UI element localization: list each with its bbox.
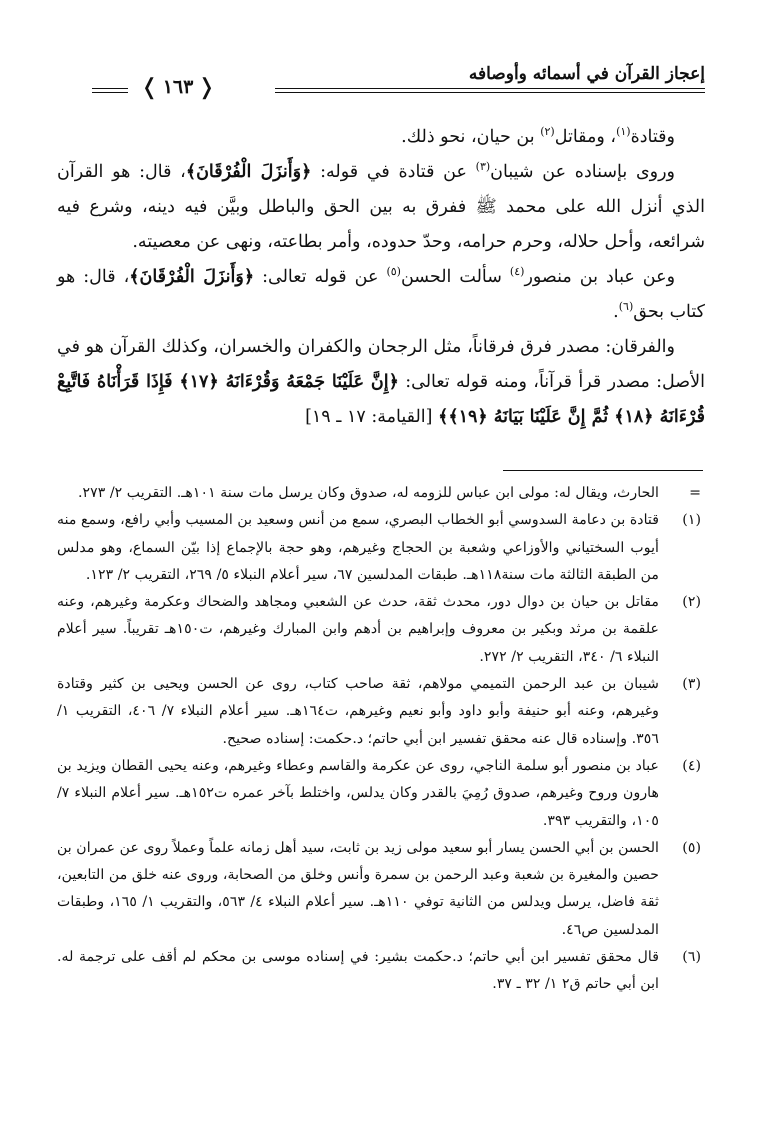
page-header (92, 58, 705, 102)
verse-reference: [القيامة: ١٧ ـ ١٩] (305, 407, 439, 427)
page-number-bracket-right-icon: ❬ (197, 74, 216, 100)
footnote-4 (57, 753, 705, 835)
main-text (57, 120, 705, 435)
footnote-text: عباد بن منصور أبو سلمة الناجي، روى عن عكرمة والقاسم وعطاء وغيرهم، وعنه يحيى القطان ويزيد بن هارون وروح وغيرهم، صدوق رُمِيَ بالقدر وكان يدلس، واختلط بآخر عمره ت١٥٢هـ. سير أعلام النبلاء ٧/ ١٠٥، والتقريب ٣٩٣. (57, 757, 659, 829)
footnote-ref-2[interactable]: (٢) (540, 125, 555, 139)
footnote-marker: = (689, 485, 701, 501)
footnote-continued (57, 480, 705, 507)
running-title: إعجاز القرآن في أسمائه وأوصافه (468, 64, 705, 84)
footnote-marker: (٦) (682, 949, 701, 966)
text-run: ، قال: هو القرآن الذي أنزل الله على محمد ﷺ ففرق به بين الحق والباطل وبيَّن فيه دينه، وشرع فيه شرائعه، وأحل حلاله، وحرم حرامه، وحدّ حدوده، وأمر بطاعته، ونهى عن معصيته. (57, 162, 705, 252)
footnote-marker: (١) (682, 512, 701, 529)
footnote-2 (57, 589, 705, 671)
footnote-ref-1[interactable]: (١) (616, 125, 631, 139)
footnote-ref-6[interactable]: (٦) (618, 300, 634, 314)
quran-verse: ﴿وَأَنزَلَ الْفُرْقَانَ﴾ (129, 267, 255, 287)
footnote-text: الحسن بن أبي الحسن يسار أبو سعيد مولى زيد بن ثابت، سيد أهل زمانه علماً وعملاً روى عن عمران بن حصين والمغيرة بن شعبة وعبد الرحمن بن سمرة وأنس وخلق من الصحابة، وروى عنه خلق من التابعين، ثقة فاضل، يرسل ويدلس من الثانية توفي ١١٠هـ. سير أعلام النبلاء ٤/ ٥٦٣، والتقريب ١/ ١٦٥، وطبقات المدلسين ص٤٦. (57, 839, 659, 938)
footnote-6 (57, 944, 705, 999)
header-rule (275, 88, 705, 93)
page-number-value: ١٦٣ (162, 76, 194, 98)
footnote-ref-4[interactable]: (٤) (509, 265, 525, 279)
footnote-ref-3[interactable]: (٣) (475, 160, 491, 174)
text-run: وروى بإسناده عن شيبان (490, 162, 675, 182)
footnote-text: قال محقق تفسير ابن أبي حاتم؛ د.حكمت بشير: في إسناده موسى بن محكم لم أقف على ترجمة له. ابن أبي حاتم ق٢ ١/ ٣٢ ـ ٣٧. (57, 949, 659, 993)
text-run: بن حيان، نحو ذلك. (401, 127, 541, 147)
footnote-text: الحارث، ويقال له: مولى ابن عباس للزومه له، صدوق وكان يرسل مات سنة ١٠١هـ. التقريب ٢/ ٢٧٣. (77, 485, 659, 501)
text-run: وقتادة (630, 127, 675, 147)
footnote-marker: (٥) (682, 839, 701, 856)
paragraph-4 (57, 330, 705, 435)
text-run: وعن عباد بن منصور (524, 267, 676, 287)
footnote-separator (503, 470, 703, 471)
footnote-5 (57, 835, 705, 944)
quran-verse: ﴿إِنَّ عَلَيْنَا جَمْعَهُ وَقُرْءَانَهُ ﴿١٧﴾ فَإِذَا قَرَأْنَاهُ فَاتَّبِعْ قُرْءَانَهُ ﴿١٨﴾ ثُمَّ إِنَّ عَلَيْنَا بَيَانَهُ ﴿١٩﴾﴾ (57, 372, 705, 427)
footnote-text: شيبان بن عبد الرحمن التميمي مولاهم، ثقة صاحب كتاب، روى عن الحسن ويحيى بن كثير وقتادة وغيرهم، وعنه أبو حنيفة وأبو داود وأبو نعيم وغيرهم، ت١٦٤هـ. سير أعلام النبلاء ٧/ ٤٠٦، التقريب ١/ ٣٥٦. وإسناده قال عنه محقق تفسير ابن أبي حاتم؛ د.حكمت: إسناده صحيح. (57, 676, 659, 747)
text-run: عن قتادة في قوله: (311, 162, 476, 182)
text-run: عن قوله تعالى: (254, 267, 387, 287)
page-number (132, 72, 224, 102)
footnote-3 (57, 671, 705, 753)
footnote-text: مقاتل بن حيان بن دوال دور، محدث ثقة، حدث عن الشعبي ومجاهد والضحاك وعكرمة وغيرهم، وعنه علقمة بن مرثد وبكير بن معروف وإبراهيم بن أدهم وابن المبارك وغيرهم، ت١٥٠هـ تقريباً. سير أعلام النبلاء ٦/ ٣٤٠، التقريب ٢/ ٢٧٢. (57, 594, 659, 665)
paragraph-2 (57, 155, 705, 260)
paragraph-3 (57, 260, 705, 330)
footnote-marker: (٣) (682, 676, 701, 693)
text-run: ، قال: هو كتاب بحق (57, 267, 705, 322)
header-rule-end (92, 88, 128, 93)
text-run: ، ومقاتل (554, 127, 617, 147)
footnote-text: قتادة بن دعامة السدوسي أبو الخطاب البصري، سمع من أنس وسعيد بن المسيب وأبي رافع، وسمع منه أيوب السختياني والأوزاعي وشعبة بن الحجاج وغيرهم، وهو حجة بالإجماع إذا بيّن السماع، وهو مدلس من الطبقة الثالثة مات سنة١١٨هـ. طبقات المدلسين ٦٧، سير أعلام النبلاء ٥/ ٢٦٩، التقريب ٢/ ١٢٣. (57, 512, 659, 583)
text-run: والفرقان: مصدر فرق فرقاناً، مثل الرجحان والكفران والخسران، وكذلك القرآن هو في الأصل: مصدر قرأ قرآناً، ومنه قوله تعالى: (57, 337, 705, 392)
footnote-1 (57, 507, 705, 589)
footnote-ref-5[interactable]: (٥) (386, 265, 401, 279)
text-run: . (613, 302, 619, 322)
quran-verse: ﴿وَأَنزَلَ الْفُرْقَانَ﴾ (185, 162, 312, 182)
text-run: سألت الحسن (400, 267, 510, 287)
footnote-marker: (٤) (682, 757, 701, 774)
page-number-bracket-left-icon: ❭ (140, 74, 159, 100)
footnotes (57, 480, 705, 999)
paragraph-1 (57, 120, 705, 155)
footnote-marker: (٢) (682, 594, 701, 611)
